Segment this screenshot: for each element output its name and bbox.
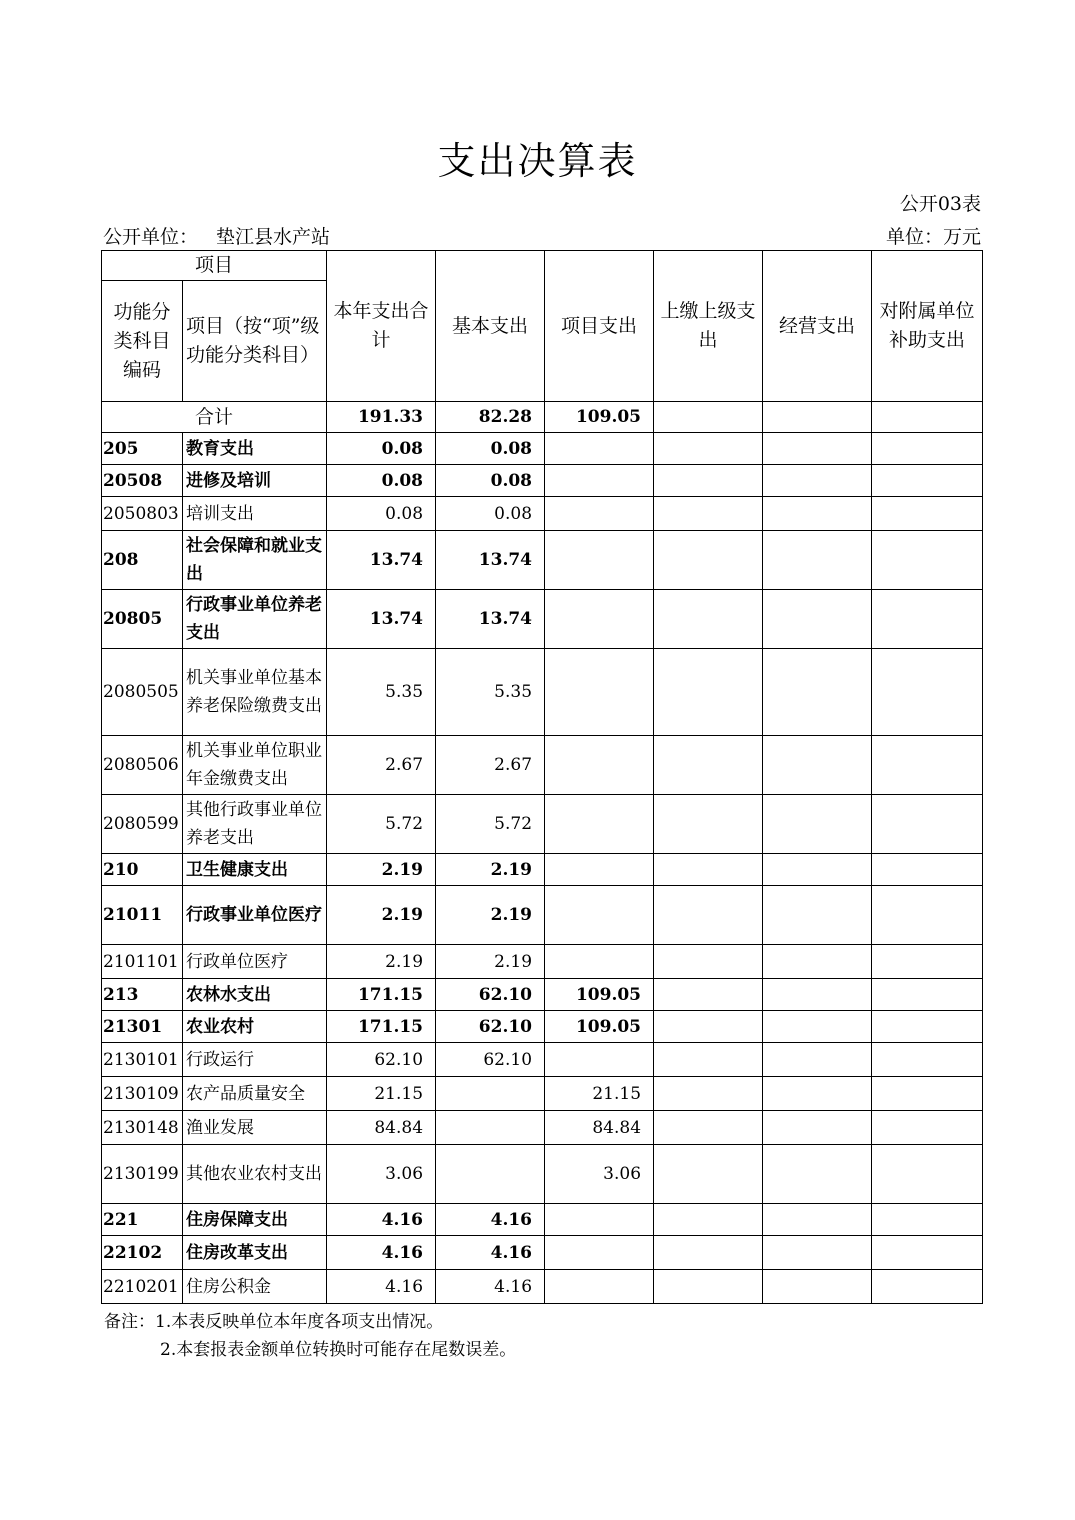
row-value: 2.19	[327, 886, 436, 945]
row-value: 62.10	[327, 1043, 436, 1077]
row-value	[654, 1077, 763, 1111]
row-name: 农林水支出	[183, 979, 327, 1011]
note-line-2: 2.本套报表金额单位转换时可能存在尾数误差。	[160, 1340, 517, 1360]
header-col-subsidy: 对附属单位补助支出	[872, 251, 983, 402]
row-name: 培训支出	[183, 497, 327, 531]
header-col-basic: 基本支出	[436, 251, 545, 402]
row-code: 21301	[102, 1011, 183, 1043]
row-code: 20805	[102, 590, 183, 649]
row-code: 2130199	[102, 1145, 183, 1204]
row-value	[545, 433, 654, 465]
row-value	[872, 854, 983, 886]
total-label: 合计	[102, 402, 327, 433]
row-name: 教育支出	[183, 433, 327, 465]
row-value: 4.16	[436, 1270, 545, 1304]
row-code: 2080505	[102, 649, 183, 736]
row-value: 171.15	[327, 1011, 436, 1043]
row-name: 行政事业单位医疗	[183, 886, 327, 945]
header-code: 功能分类科目编码	[102, 281, 183, 402]
row-value: 4.16	[436, 1204, 545, 1236]
row-value	[654, 795, 763, 854]
row-code: 205	[102, 433, 183, 465]
row-value	[763, 854, 872, 886]
row-value	[545, 1270, 654, 1304]
row-value: 62.10	[436, 979, 545, 1011]
row-code: 2210201	[102, 1270, 183, 1304]
row-value	[436, 1145, 545, 1204]
row-value: 84.84	[545, 1111, 654, 1145]
table-row	[102, 1043, 983, 1077]
row-value	[872, 795, 983, 854]
row-value	[872, 465, 983, 497]
table-row	[102, 1236, 983, 1270]
table-body	[102, 402, 983, 1304]
header-col-total: 本年支出合计	[327, 251, 436, 402]
row-value	[654, 854, 763, 886]
row-value: 13.74	[327, 590, 436, 649]
header-col-superior: 上缴上级支出	[654, 251, 763, 402]
header-col-project: 项目支出	[545, 251, 654, 402]
table-row	[102, 465, 983, 497]
row-value	[654, 433, 763, 465]
row-value: 5.72	[327, 795, 436, 854]
row-code: 2130109	[102, 1077, 183, 1111]
total-row	[102, 402, 983, 433]
table-row	[102, 886, 983, 945]
row-value	[545, 1236, 654, 1270]
table-row	[102, 649, 983, 736]
row-value: 0.08	[327, 465, 436, 497]
total-cell: 82.28	[436, 402, 545, 433]
row-value	[654, 649, 763, 736]
total-cell	[872, 402, 983, 433]
row-value	[763, 795, 872, 854]
row-code: 2080599	[102, 795, 183, 854]
row-code: 2050803	[102, 497, 183, 531]
row-value	[654, 1145, 763, 1204]
row-value	[654, 531, 763, 590]
row-name: 社会保障和就业支出	[183, 531, 327, 590]
row-name: 行政运行	[183, 1043, 327, 1077]
row-value	[545, 531, 654, 590]
row-value: 2.19	[436, 886, 545, 945]
row-code: 20508	[102, 465, 183, 497]
row-value	[545, 795, 654, 854]
form-number: 公开03表	[899, 193, 981, 215]
notes	[104, 1308, 516, 1364]
row-value	[545, 465, 654, 497]
row-value	[654, 590, 763, 649]
row-value: 21.15	[545, 1077, 654, 1111]
row-value	[872, 590, 983, 649]
row-value	[872, 1077, 983, 1111]
table-row	[102, 795, 983, 854]
row-value: 13.74	[436, 531, 545, 590]
row-value: 2.19	[327, 945, 436, 979]
expenditure-table	[101, 250, 983, 1304]
row-value	[872, 886, 983, 945]
row-code: 2130101	[102, 1043, 183, 1077]
row-code: 213	[102, 979, 183, 1011]
row-value	[872, 1043, 983, 1077]
row-name: 其他农业农村支出	[183, 1145, 327, 1204]
row-name: 住房公积金	[183, 1270, 327, 1304]
row-code: 22102	[102, 1236, 183, 1270]
total-cell	[654, 402, 763, 433]
row-value	[545, 497, 654, 531]
table-row	[102, 979, 983, 1011]
row-value	[872, 1236, 983, 1270]
table-row	[102, 1011, 983, 1043]
row-value	[872, 945, 983, 979]
row-value	[436, 1077, 545, 1111]
row-name: 卫生健康支出	[183, 854, 327, 886]
row-value: 2.67	[436, 736, 545, 795]
row-value	[763, 497, 872, 531]
row-value: 2.67	[327, 736, 436, 795]
row-code: 210	[102, 854, 183, 886]
row-value	[763, 979, 872, 1011]
reporting-unit-label: 公开单位：	[103, 226, 199, 248]
header-item: 项目（按“项”级功能分类科目）	[183, 281, 327, 402]
row-value: 3.06	[545, 1145, 654, 1204]
row-value	[763, 433, 872, 465]
table-row	[102, 1145, 983, 1204]
row-value	[763, 531, 872, 590]
table-row	[102, 945, 983, 979]
row-value	[872, 649, 983, 736]
row-name: 机关事业单位职业年金缴费支出	[183, 736, 327, 795]
row-code: 208	[102, 531, 183, 590]
row-value	[872, 1204, 983, 1236]
row-value: 4.16	[327, 1204, 436, 1236]
row-value	[654, 465, 763, 497]
row-value	[872, 736, 983, 795]
row-name: 渔业发展	[183, 1111, 327, 1145]
row-value	[763, 1204, 872, 1236]
row-value	[872, 1145, 983, 1204]
row-code: 21011	[102, 886, 183, 945]
row-value: 62.10	[436, 1043, 545, 1077]
row-value	[872, 979, 983, 1011]
row-name: 农产品质量安全	[183, 1077, 327, 1111]
row-value	[545, 945, 654, 979]
row-value	[872, 1011, 983, 1043]
row-value	[763, 886, 872, 945]
table-row	[102, 1204, 983, 1236]
row-value	[545, 736, 654, 795]
row-value	[545, 590, 654, 649]
row-value	[763, 736, 872, 795]
row-code: 2080506	[102, 736, 183, 795]
row-value	[872, 433, 983, 465]
row-value	[654, 1011, 763, 1043]
row-name: 行政单位医疗	[183, 945, 327, 979]
row-value: 5.72	[436, 795, 545, 854]
row-value: 21.15	[327, 1077, 436, 1111]
row-value	[654, 1236, 763, 1270]
reporting-unit	[103, 222, 330, 249]
row-value	[763, 1077, 872, 1111]
row-value: 4.16	[327, 1270, 436, 1304]
row-value: 0.08	[327, 433, 436, 465]
row-value	[654, 1204, 763, 1236]
table-header	[102, 251, 983, 402]
row-code: 2101101	[102, 945, 183, 979]
row-value: 2.19	[436, 945, 545, 979]
row-value	[763, 649, 872, 736]
row-value	[872, 497, 983, 531]
row-value: 0.08	[436, 497, 545, 531]
table-row	[102, 590, 983, 649]
row-value: 4.16	[327, 1236, 436, 1270]
row-name: 住房改革支出	[183, 1236, 327, 1270]
row-value	[654, 886, 763, 945]
table-row	[102, 531, 983, 590]
row-value	[654, 1270, 763, 1304]
row-value: 13.74	[436, 590, 545, 649]
row-name: 行政事业单位养老支出	[183, 590, 327, 649]
row-value	[763, 945, 872, 979]
row-name: 其他行政事业单位养老支出	[183, 795, 327, 854]
row-value: 2.19	[436, 854, 545, 886]
table-row	[102, 1270, 983, 1304]
total-cell	[763, 402, 872, 433]
row-value	[763, 1145, 872, 1204]
row-value: 62.10	[436, 1011, 545, 1043]
row-value	[872, 1111, 983, 1145]
row-code: 2130148	[102, 1111, 183, 1145]
row-value	[654, 736, 763, 795]
row-value: 109.05	[545, 979, 654, 1011]
row-value	[763, 1043, 872, 1077]
row-value	[654, 1043, 763, 1077]
row-value	[436, 1111, 545, 1145]
row-name: 农业农村	[183, 1011, 327, 1043]
table-row	[102, 1077, 983, 1111]
row-value	[872, 531, 983, 590]
row-value: 3.06	[327, 1145, 436, 1204]
row-value	[763, 1111, 872, 1145]
row-value	[654, 497, 763, 531]
row-name: 住房保障支出	[183, 1204, 327, 1236]
row-value	[763, 1270, 872, 1304]
row-value: 171.15	[327, 979, 436, 1011]
row-value: 0.08	[436, 433, 545, 465]
row-value	[654, 1111, 763, 1145]
row-value	[763, 1011, 872, 1043]
row-value: 84.84	[327, 1111, 436, 1145]
row-value: 109.05	[545, 1011, 654, 1043]
page-title: 支出决算表	[437, 139, 638, 183]
header-item-group: 项目	[102, 251, 327, 281]
row-value	[545, 1043, 654, 1077]
row-value	[545, 886, 654, 945]
row-value	[654, 979, 763, 1011]
row-value	[872, 1270, 983, 1304]
row-value: 5.35	[436, 649, 545, 736]
row-value	[545, 649, 654, 736]
row-value: 0.08	[436, 465, 545, 497]
row-value: 13.74	[327, 531, 436, 590]
total-cell: 191.33	[327, 402, 436, 433]
unit-line	[103, 222, 981, 248]
reporting-unit-name: 垫江县水产站	[216, 226, 331, 248]
table-row	[102, 497, 983, 531]
row-value: 0.08	[327, 497, 436, 531]
table-row	[102, 1111, 983, 1145]
row-value	[654, 945, 763, 979]
amount-unit: 单位：万元	[885, 226, 981, 248]
row-name: 进修及培训	[183, 465, 327, 497]
note-line-1: 备注：1.本表反映单位本年度各项支出情况。	[104, 1312, 444, 1332]
total-cell: 109.05	[545, 402, 654, 433]
row-value: 5.35	[327, 649, 436, 736]
table-row	[102, 736, 983, 795]
row-code: 221	[102, 1204, 183, 1236]
table-row	[102, 433, 983, 465]
row-value	[763, 1236, 872, 1270]
row-value	[763, 465, 872, 497]
row-value: 4.16	[436, 1236, 545, 1270]
header-col-operating: 经营支出	[763, 251, 872, 402]
table-row	[102, 854, 983, 886]
row-value	[545, 1204, 654, 1236]
row-value	[763, 590, 872, 649]
row-name: 机关事业单位基本养老保险缴费支出	[183, 649, 327, 736]
row-value: 2.19	[327, 854, 436, 886]
row-value	[545, 854, 654, 886]
